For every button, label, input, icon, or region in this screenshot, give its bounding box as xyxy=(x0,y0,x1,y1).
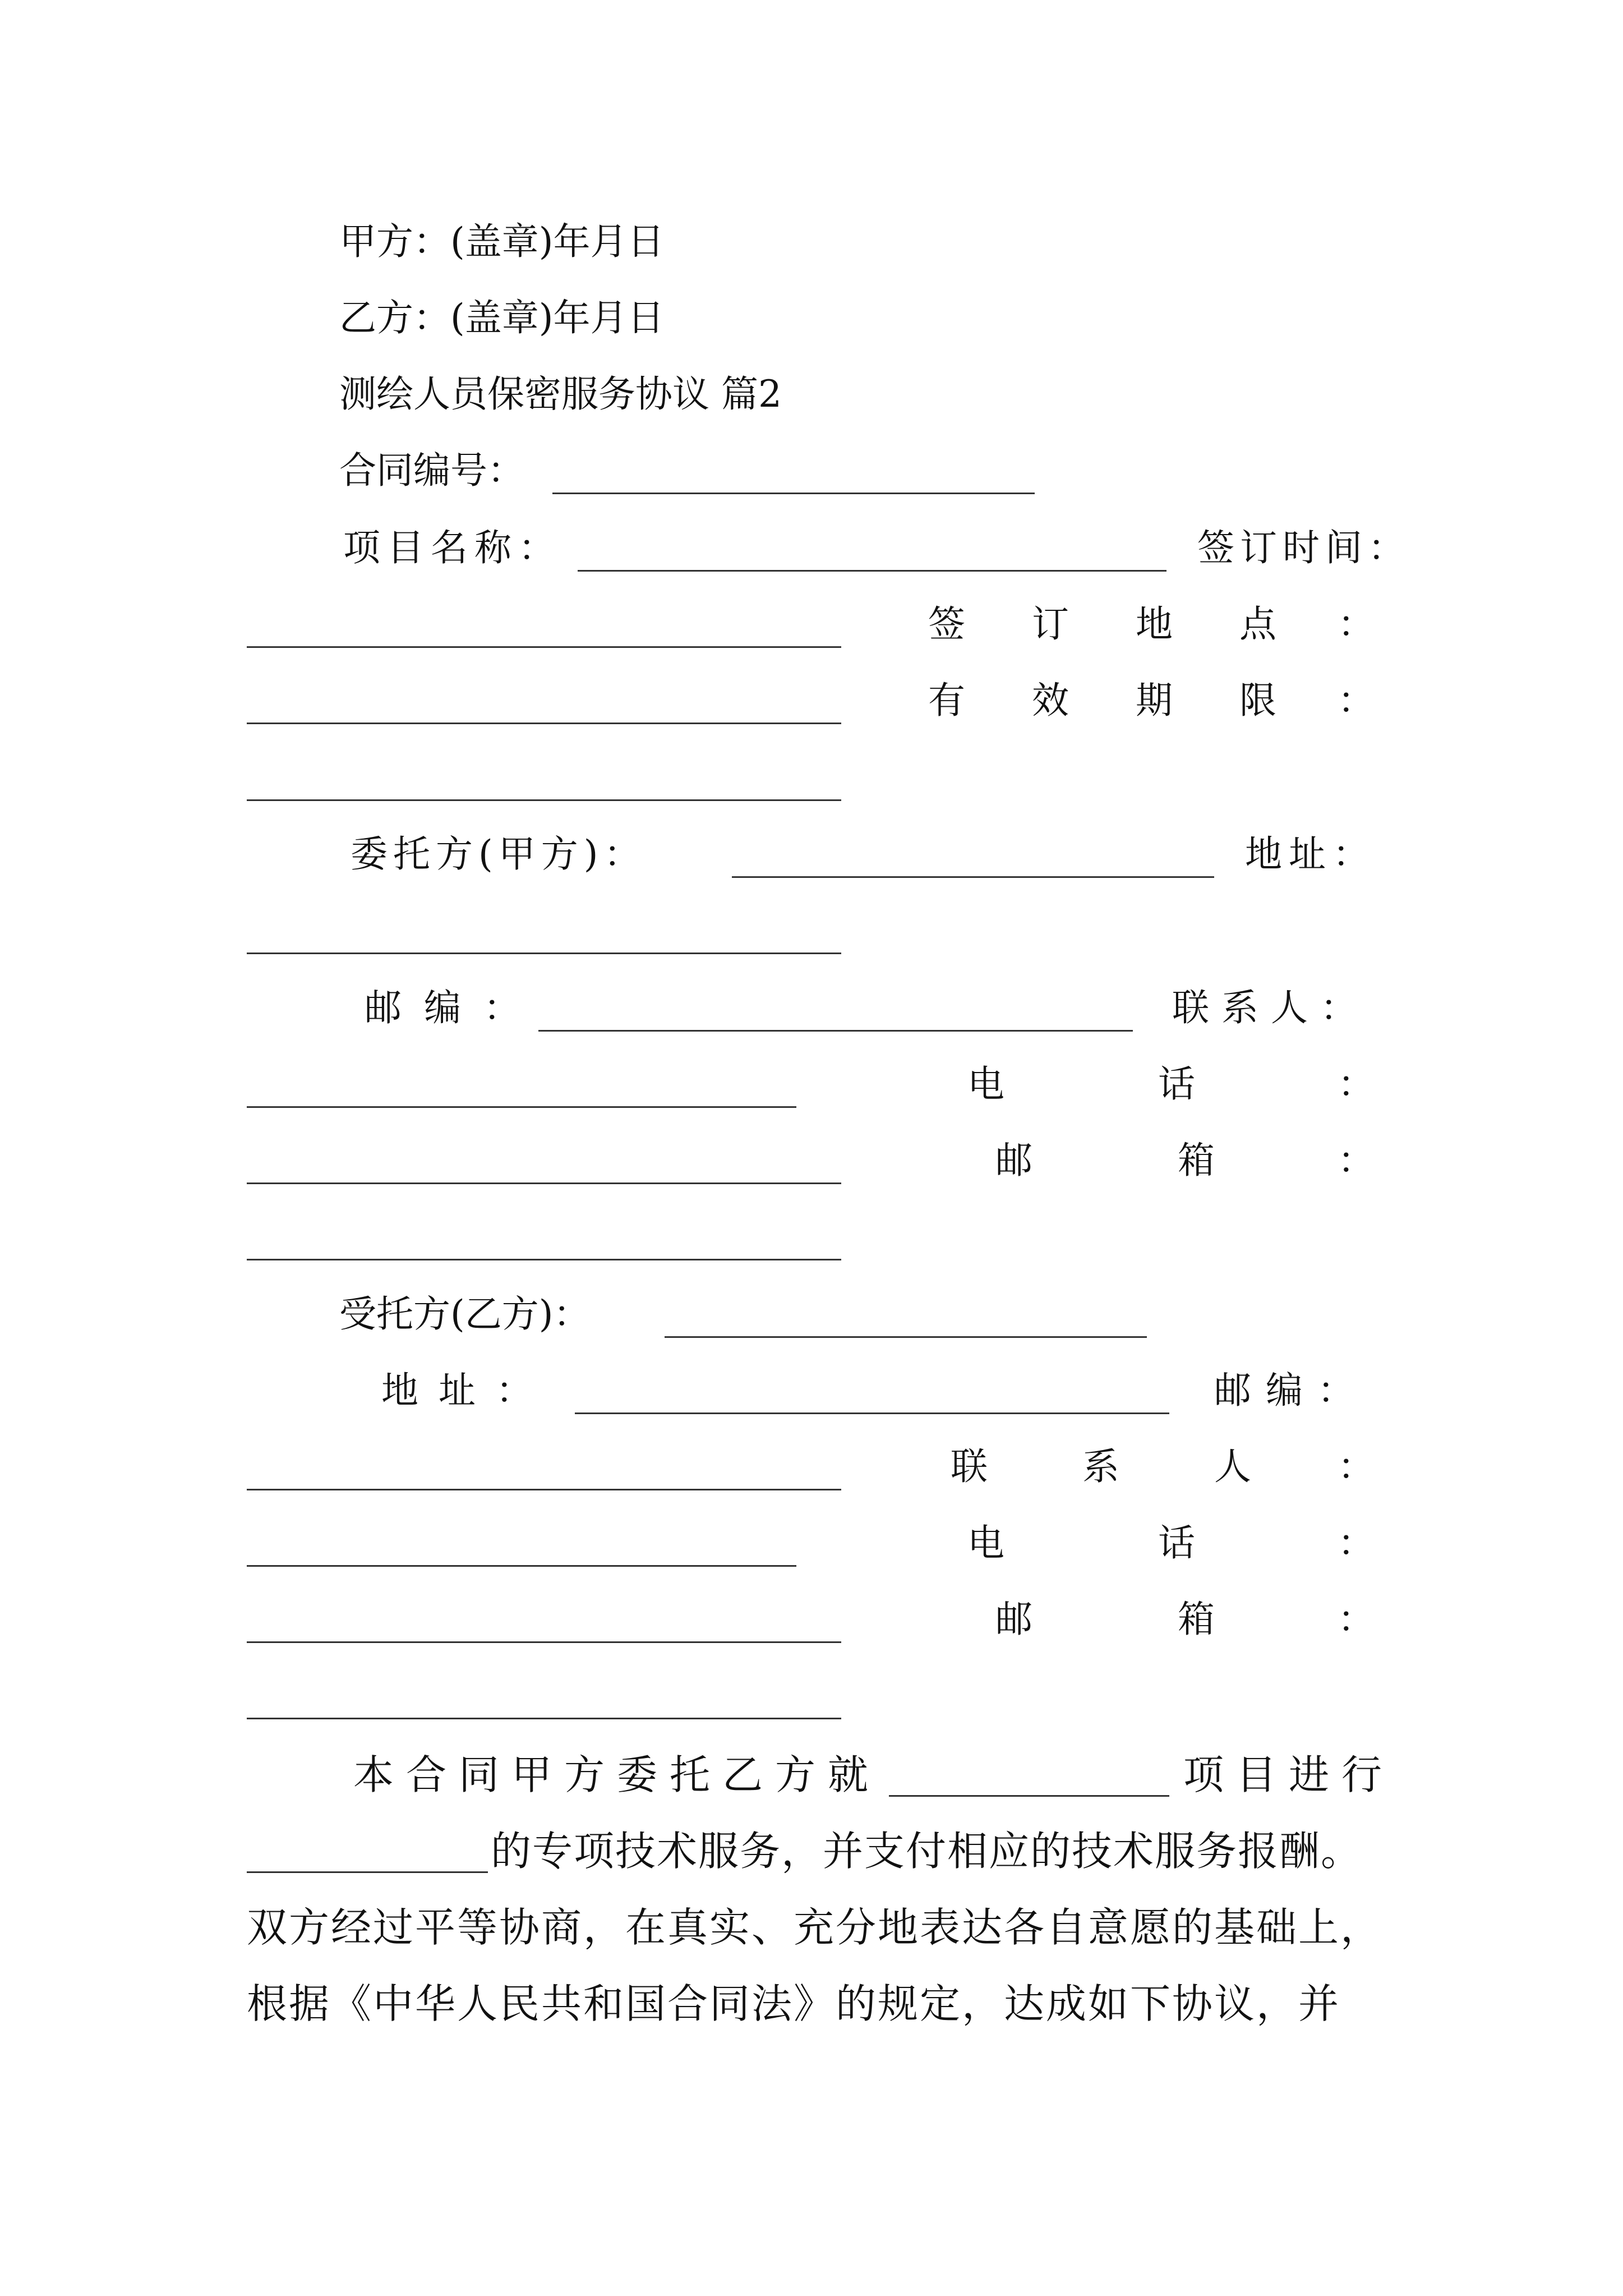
valid-period-char: 限 xyxy=(1239,679,1276,722)
client-phone-blank[interactable] xyxy=(247,1182,841,1184)
client-phone-char: 电 xyxy=(967,1062,1004,1106)
client-contact-label: 联系人： xyxy=(1172,986,1370,1029)
party-b-seal-line: 乙方：(盖章)年月日 xyxy=(339,296,665,339)
client-email-blank[interactable] xyxy=(247,1259,841,1260)
contractor-label: 受托方(乙方)： xyxy=(339,1292,591,1336)
contractor-phone-char: 话 xyxy=(1158,1521,1195,1565)
contractor-address-label: 地址： xyxy=(381,1369,553,1412)
project-name-label: 项目名称： xyxy=(343,526,562,569)
contractor-email-blank[interactable] xyxy=(247,1718,841,1719)
contractor-contact-colon: ： xyxy=(1338,1445,1375,1488)
client-address-blank[interactable] xyxy=(247,953,841,954)
sign-time-label: 签订时间： xyxy=(1197,526,1410,569)
contractor-phone-char: 电 xyxy=(967,1521,1004,1565)
sign-time-blank[interactable] xyxy=(247,646,841,648)
sign-place-blank[interactable] xyxy=(247,723,841,724)
body-line1-pre: 本合同甲方委托乙方就 xyxy=(353,1751,881,1798)
contractor-address-blank[interactable] xyxy=(575,1412,1169,1414)
contractor-postcode-blank[interactable] xyxy=(247,1489,841,1490)
client-phone-char: 话 xyxy=(1158,1062,1195,1106)
client-email-colon: ： xyxy=(1338,1139,1375,1182)
contractor-email-char: 邮 xyxy=(995,1598,1032,1641)
client-phone-colon: ： xyxy=(1338,1062,1375,1106)
body-line3: 双方经过平等协商，在真实、充分地表达各自意愿的基础上， xyxy=(247,1904,1383,1951)
client-label: 委托方(甲方)： xyxy=(351,832,647,876)
sign-place-colon: ： xyxy=(1338,602,1375,646)
party-a-seal-line: 甲方：(盖章)年月日 xyxy=(339,220,665,263)
body-line4: 根据《中华人民共和国合同法》的规定，达成如下协议，并 xyxy=(247,1980,1341,2027)
contractor-email-char: 箱 xyxy=(1178,1598,1215,1641)
sign-place-char: 点 xyxy=(1239,602,1276,646)
sign-place-char: 订 xyxy=(1032,602,1069,646)
client-email-char: 箱 xyxy=(1178,1139,1215,1182)
client-postcode-blank[interactable] xyxy=(538,1030,1133,1032)
contractor-contact-char: 联 xyxy=(951,1445,988,1488)
contract-no-label: 合同编号： xyxy=(339,449,524,492)
body-line1-post: 项目进行 xyxy=(1183,1751,1395,1798)
contractor-contact-char: 系 xyxy=(1082,1445,1119,1488)
contractor-contact-blank[interactable] xyxy=(247,1565,796,1567)
contract-no-blank[interactable] xyxy=(552,493,1035,494)
body-line2: 的专项技术服务，并支付相应的技术服务报酬。 xyxy=(491,1828,1363,1875)
client-address-label: 地址： xyxy=(1245,832,1376,876)
valid-period-char: 期 xyxy=(1136,679,1173,722)
project-name-blank[interactable] xyxy=(578,570,1166,572)
client-contact-blank[interactable] xyxy=(247,1106,796,1108)
contractor-postcode-label: 邮编： xyxy=(1214,1369,1369,1412)
valid-period-blank[interactable] xyxy=(247,799,841,801)
client-name-blank[interactable] xyxy=(732,876,1214,878)
service-project-blank[interactable] xyxy=(889,1795,1169,1797)
valid-period-char: 效 xyxy=(1032,679,1069,722)
contractor-phone-colon: ： xyxy=(1338,1521,1375,1565)
sign-place-char: 地 xyxy=(1136,602,1173,646)
client-postcode-label: 邮编： xyxy=(365,986,543,1029)
document-title: 测绘人员保密服务协议 篇2 xyxy=(339,372,782,416)
contractor-email-colon: ： xyxy=(1338,1598,1375,1641)
valid-period-char: 有 xyxy=(928,679,965,722)
client-email-char: 邮 xyxy=(995,1139,1032,1182)
contractor-contact-char: 人 xyxy=(1214,1445,1251,1488)
valid-period-colon: ： xyxy=(1338,679,1375,722)
service-type-blank[interactable] xyxy=(247,1871,488,1873)
contractor-name-blank[interactable] xyxy=(665,1336,1147,1338)
contractor-phone-blank[interactable] xyxy=(247,1641,841,1643)
sign-place-char: 签 xyxy=(928,602,965,646)
